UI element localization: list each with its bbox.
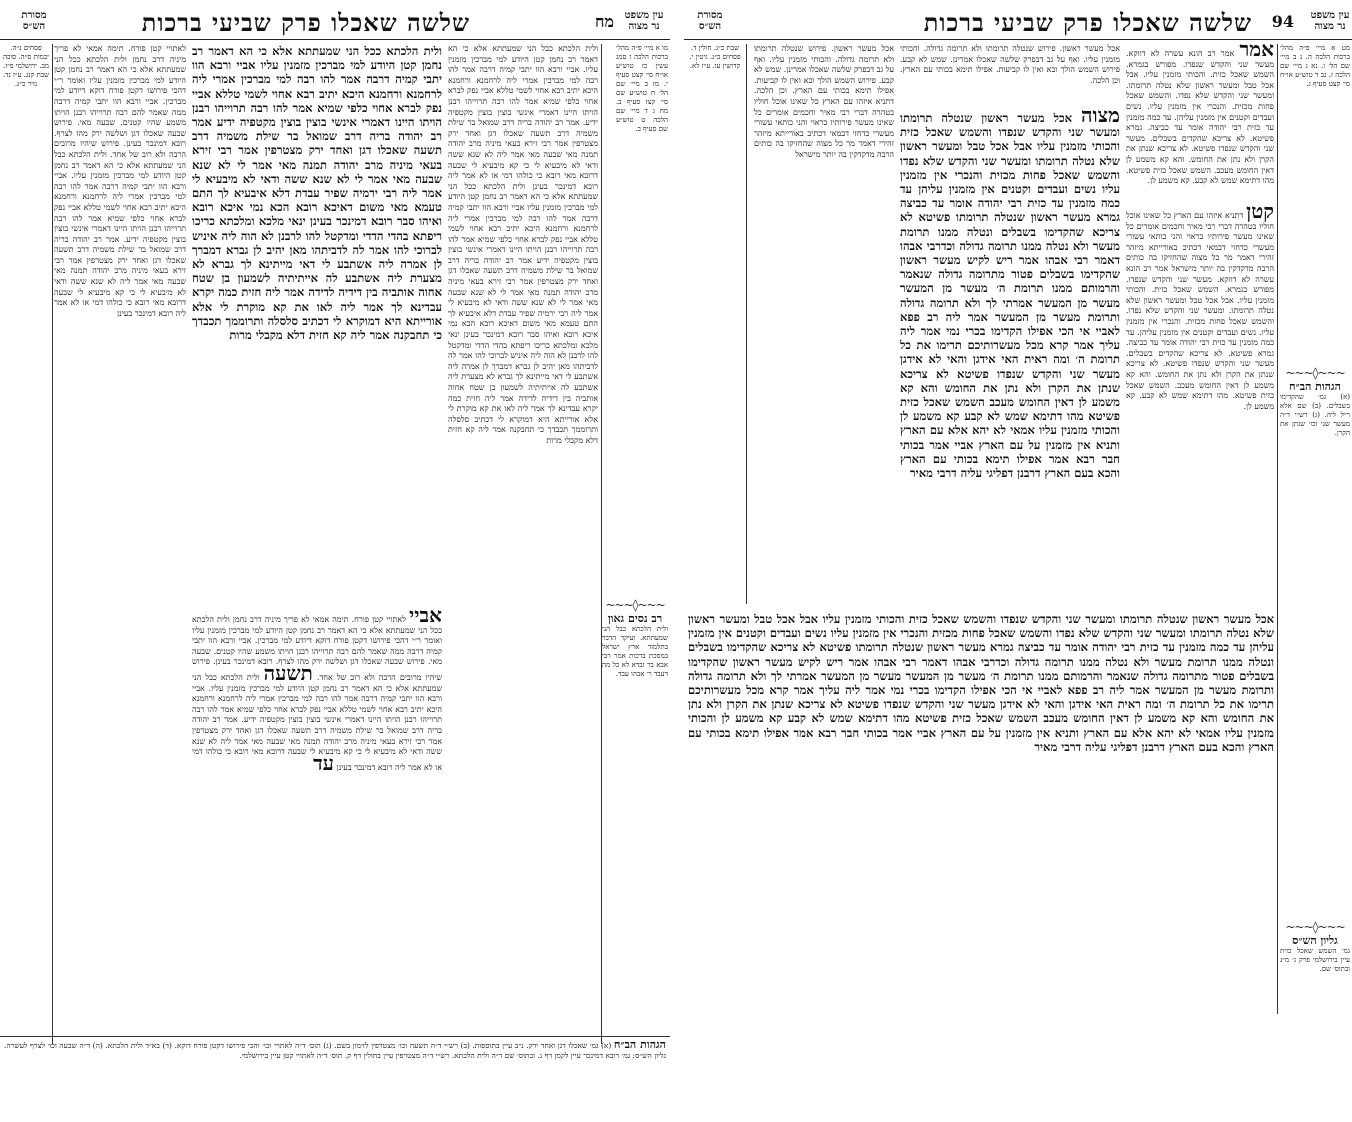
left-ein-mishpat-column <box>616 44 668 564</box>
left-dibbur-hamatchil-2: תשעה <box>263 660 313 685</box>
left-ein-mishpat-text: מו א מיי׳ פ״ה מהל׳ ברכות הלכה ז סמג עשין כז טוש״ע או״ח סי׳ קצט סעיף י. מז ב מיי׳ שם הל׳ ח טוש״ע שם סי׳ קצז סעיף ב. מח ג ד מיי׳ שם הלכה ט טוש״ע שם סעיף ב. <box>616 44 668 133</box>
right-mishna-label: מצוה <box>1081 108 1120 127</box>
right-rashi-text-lower: דתניא איזהו עם הארץ כל שאינו אוכל חוליו בטהרה דברי רבי מאיר וחכמים אומרים כל שאינו מעשר פירותיו כראוי והני כותאי עשורי מעשרי כדחזי דבמאי דכתיב באורייתא מיזהר זהירי דאמר מר כל מצוה שהחזיקו בה כותים הרבה מדקדקין בה יותר מישראל <box>1126 211 1274 273</box>
left-bottom-text: (א) גמ׳ שאכלו דגן ואחד ירק. נ״ב עיין בתוספות. (ב) רש״י ד״ה תשעה וכו׳ מצטרפין לזימון בשם. (ג) תוס׳ ד״ה לאתויי וכו׳ והכי פירושו דקטן פורח דוקא. (ד) בא״ד ולית הלכתא. (ה) ד״ה שבעה וכו׳ לצרף לעשרה. <box>4 1041 612 1050</box>
left-margin-divider-right <box>601 44 602 1044</box>
left-rav-nissim-label: רב נסים גאון <box>607 612 663 625</box>
left-mesorah-column <box>2 44 50 1034</box>
right-header-rule <box>684 39 1352 40</box>
left-bottom-label: הגהות הב״ח <box>613 1040 666 1051</box>
left-lower-commentary-text: לאתויי קטן פורח. תימה אמאי לא פריך מיניה דרב נחמן ולית הלכתא ככל הני שמעתתא אלא כי הא דאמר רב נחמן קטן היודע למי מברכין מזמנין עליו ואומר ר״י דהכי פירושו דקטן פורח דוקא דיודע למי מברכין. אביי ורבא הוו יתבי קמיה דרבה ממה שאמר להם רבה תרוייהו רבנן הויתו משמע שהיו קטנים. שבעה מאי. פירוש שבעה שאכלו דגן ושלשה ירק מהו לצרף. רובא דמינכר בעינן. פירוש שיהיו מרובים הרבה ולא רוב של אחד. <box>192 615 442 682</box>
left-tosfot-text: לאתויי קטן פורח. תימה אמאי לא פריך מיניה דרב נחמן ולית הלכתא ככל הני שמעתתא אלא כי הא דאמר רב נחמן קטן היודע למי מברכין מזמנין עליו ואומר ר״י דהכי פירושו דקטן פורח דוקא דיודע למי מברכין. אביי ורבא הוו יתבי קמיה דרבה ממה שאמר להם רבה תרוייהו רבנן הויתו משמע שהיו קטנים. שבעה מאי. פירוש שבעה שאכלו דגן ושלשה ירק מהו לצרף. רובא דמינכר בעינן. פירוש שיהיו מרובים הרבה ולא רוב של אחד. <box>54 44 186 159</box>
left-page-title: שלשה שאכלו פרק שביעי ברכות <box>141 8 470 37</box>
left-rav-nissim-box <box>602 598 668 788</box>
right-margin-divider-right <box>1277 44 1278 1014</box>
left-bottom-rule <box>0 1036 670 1037</box>
right-bold-opening: קטן <box>1246 206 1274 223</box>
left-rashi-column <box>448 44 598 1034</box>
left-tosfot-column <box>54 44 186 1034</box>
right-hagahot-box <box>1280 366 1350 786</box>
left-ein-mishpat-header: עין משפט נר מצוה <box>624 10 664 32</box>
right-tosfot-column <box>754 44 894 604</box>
right-ein-mishpat-column <box>1280 44 1350 364</box>
right-page-number: 94 <box>1271 12 1294 31</box>
left-rav-nissim-text: ולית הלכתא כבל הני שמעתתא. ועיקר הדבר בתלמוד ארץ ישראל במסכת ברכות אמר רבי אבא בר זבדא לא כל מה דעבד ר׳ אבהו עבד. <box>602 625 668 678</box>
left-rashi-text-continued: ולית הלכתא ככל הני שמעתתא אלא כי הא דאמר רב נחמן קטן היודע למי מברכין מזמנין עליו אביי ורבא הוו יתבי קמיה דרבה אמר להו רבה למי מברכין אמרי ליה לרחמנא ורחמנא היכא יתיב רבא אחוי לשמי טללא אביי נפק לברא אחוי כלפי שמיא אמר להו רבה תרוייהו רבנן הויתו היינו דאמרי אינשי בוצין בוצין מקטפיה ידיע אמר רב יהודה בריה דרב שמואל בר שילת משמיה דרב תשעה שאכלו דגן ואחד ירק מצטרפין אמר רבי זירא בעאי מיניה מרב יהודה תמנה מאי אמר לי לא שנא שבעה מאי אמר לי לא שנא ששה ודאי לא מיבעיא לי אמר ליה רבי ירמיה שפיר עבדת דלא איבעיא לך התם טעמא מאי משום דאיכא רובא הכא נמי איכא רובא ואיהו סבר רובא דמינכר בעינן ינאי מלכא ומלכתא כריכו ריפתא בהדי הדדי ומדקטל להו לרבנן לא הוה ליה איניש לברוכי להו אמר לה לדביתהו מאן יהיב לן גברא דמברך לן אמרה ליה אשתבע לי דאי מייתינא לך גברא לא מצערת ליה אשתבע לה אייתיתיה לשמעון בן שטח אחוה אותביה בין דידיה לדידה אמר ליה חזית כמה יקרא עבדינא לך אמר ליה לאו את קא מוקרת לי אלא אורייתא היא דמוקרא לי דכתיב סלסלה ותרוממך תכבדך כי תחבקנה אמר ליה קא חזית דלא מקבלי מרות <box>448 181 598 445</box>
left-bottom-glosses <box>4 1040 666 1120</box>
left-tosfot-text-continued: ולית הלכתא כבל הני שמעתתא אלא כי הא דאמר רב נחמן קטן היודע למי מברכין מזמנין עליו. אביי ורבא הוו יתבי קמיה דרבה אמר להו רבה למי מברכין אמרי ליה לרחמנא ורחמנא היכא יתיב רבא אחוי לשמי טללא אביי נפק לברא אחוי כלפי שמיא אמר להו רבה תרוייהו רבנן הויתו היינו דאמרי אינשי בוצין בוצין מקטפיה ידיע. אמר רב יהודה בריה דרב שמואל בר שילת משמיה דרב תשעה שאכלו דגן ואחד ירק מצטרפין אמר רבי זירא בעאי מיניה מרב יהודה תמנה מאי שבעה מאי אמר ליה לא שנא ששה ודאי לא מיבעיא לי כי קא מיבעיא לי שבעה דרובא מאי רובא כי כולהו דמי או לא אמר ליה רובא דמינכר בעינן <box>54 149 186 318</box>
right-margin-divider-left <box>746 44 747 604</box>
right-ornament-divider-2: ~~~◊~~~ <box>1285 920 1345 934</box>
right-ornament-divider-1: ~~~◊~~~ <box>1285 366 1345 380</box>
right-lower-gemara-text: אכל מעשר ראשון שנטלה תרומתו ומעשר שני והקדש שנפדו והשמש שאכל כזית והכותי מזמנין עליו אבל אכל טבל ומעשר ראשון שלא נטלה תרומתו ומעשר שני והקדש שלא נפדו והשמש שאכל פחות מכזית והנכרי אין מזמנין עליו נשים ועבדים וקטנים אין מזמנין עליהן עד כמה מזמנין עד כזית רבי יהודה אומר עד כביצה גמרא מעשר ראשון שנטלה תרומתו פשיטא לא צריכא שהקדימו בשבלים ונטלה ממנו תרומת מעשר ולא נטלה ממנו תרומה גדולה וכדרבי אבהו דאמר רבי אבהו אמר ריש לקיש מעשר ראשון שהקדימו בשבלים פטור מתרומה גדולה שנאמר והרמותם ממנו תרומת ה׳ מעשר מן המעשר מעשר מן המעשר אמרתי לך ולא תרומה גדולה ותרומת מעשר מן המעשר אמר ליה רב פפא לאביי אי הכי אפילו הקדימו בכרי נמי אמר ליה עליך אמר קרא מכל מעשרותיכם תרימו את כל תרומת ה׳ ומה ראית האי אידגן והאי לא אידגן מעשר שני והקדש שנפדו פשיטא לא צריכא שנתן את הקרן ולא נתן את החומש והא קא משמע לן דאין החומש מעכב השמש שאכל כזית פשיטא מהו דתימא שמש לא קבע קא משמע לן והכותי מזמנין עליו אמאי לא יהא אלא עם הארץ ותניא אין מזמנין על עם הארץ אביי אמר בכותי חבר רבא אמר אפילו תימא בכותי עם הארץ והכא בעם הארץ דרבנן דפליגי עליה דרבי מאיר <box>688 612 1274 754</box>
right-tosfot-text: אכל מעשר ראשון. פירוש שנטלה תרומתו ולא תרומה גדולה. והכותי מזמנין עליו. ואף על גב דבפרק שלשה שאכלו אמרינן. שמש לא קבע. פירוש השמש הולך ובא ואין לו קביעות. אפילו תימא בכותי עם הארץ. וכן הלכה. <box>754 44 894 96</box>
right-center-commentary-text: אכל מעשר ראשון. פירוש שנטלה תרומתו ולא תרומה גדולה. והכותי מזמנין עליו. ואף על גב דבפרק שלשה שאכלו אמרינן. שמש לא קבע. פירוש השמש הולך ובא ואין לו קביעות. אפילו תימא בכותי עם הארץ. וכן הלכה. <box>900 44 1120 85</box>
right-gemara-column <box>900 108 1120 608</box>
left-dibbur-hamatchil-1: אביי <box>409 610 442 627</box>
right-ein-mishpat-header: עין משפט נר מצוה <box>1310 10 1350 32</box>
left-gemara-column <box>192 44 442 604</box>
left-gemara-text: ולית הלכתא ככל הני שמעתתא אלא כי הא דאמר רב נחמן קטן היודע למי מברכין מזמנין עליו אביי ורבא הוו יתבי קמיה דרבה אמר להו רבה למי מברכין אמרי ליה לרחמנא ורחמנא היכא יתיב רבא אחוי לשמי טללא אביי נפק לברא אחוי כלפי שמיא אמר להו רבה תרוייהו רבנן הויתו היינו דאמרי אינשי בוצין בוצין מקטפיה ידיע אמר רב יהודה בריה דרב שמואל בר שילת משמיה דרב תשעה שאכלו דגן ואחד ירק מצטרפין אמר רבי זירא בעאי מיניה מרב יהודה תמנה מאי אמר לי לא שנא שבעה מאי אמר לי לא שנא ששה ודאי לא מיבעיא לי אמר ליה רבי ירמיה שפיר עבדת דלא איבעיא לך התם טעמא מאי משום דאיכא רובא הכא נמי איכא רובא ואיהו סבר רובא דמינכר בעינן ינאי מלכא ומלכתא כריכו ריפתא בהדי הדדי ומדקטל להו לרבנן לא הוה ליה איניש לברוכי להו אמר לה לדביתהו מאן יהיב לן גברא דמברך לן אמרה ליה אשתבע לי דאי מייתינא לך גברא לא מצערת ליה אשתבע לה אייתיתיה לשמעון בן שטח אחוה אותביה בין דידיה לדידה אמר ליה חזית כמה יקרא עבדינא לך אמר ליה לאו את קא מוקרת לי אלא אורייתא היא דמוקרא לי דכתיב סלסלה ותרוממך תכבדך כי תחבקנה אמר ליה קא חזית דלא מקבלי מרות <box>192 44 442 343</box>
left-ornament-divider: ~~~◊~~~ <box>605 598 665 612</box>
right-talmud-page <box>684 0 1352 1122</box>
right-page-title: שלשה שאכלו פרק שביעי ברכות <box>923 8 1252 37</box>
left-page-header <box>0 6 670 40</box>
left-lower-commentary <box>192 610 442 1030</box>
right-page-header <box>684 6 1352 40</box>
right-tosfot-text-2: דתניא איזהו עם הארץ כל שאינו אוכל חוליו בטהרה דברי רבי מאיר וחכמים אומרים כל שאינו מעשר פירותיו כראוי והני כותאי עשורי מעשרי כדחזי דבמאי דכתיב באורייתא מיזהר זהירי דאמר מר כל מצוה שהחזיקו בה כותים הרבה מדקדקין בה יותר מישראל <box>754 96 894 159</box>
right-mesorah-header: מסורת הש״ס <box>697 10 723 32</box>
right-rashi-text: אמר רב הונא עשרה לא דווקא. מעשר שני והקדש שנפדו. מפורש בגמרא. השמש שאכל כזית. והכותי מזמנין עליו. אבל אכל טבל ומעשר ראשון שלא נטלה תרומתו. ומעשר שני והקדש שלא נפדו. והשמש שאכל פחות מכזית. והנכרי אין מזמנין עליו. נשים ועבדים וקטנים אין מזמנין עליהן. עד כמה מזמנין עד כזית רבי יהודה אומר עד כביצה. גמרא פשיטא. לא צריכא שהקדים בשבלים. מעשר שני והקדש שנפדו פשיטא. לא צריכא שנתן את הקרן ולא נתן את החומש. והא קא משמע לן דאין החומש מעכב. השמש שאכל כזית פשיטא. מהו דתימא שמש לא קבע. קא משמע לן. <box>1126 49 1274 186</box>
right-rashi-text-lower-2: אמר רב הונא עשרה לא דווקא. מעשר שני והקדש שנפדו. מפורש בגמרא. השמש שאכל כזית. והכותי מזמנין עליו. אבל אכל טבל ומעשר ראשון שלא נטלה תרומתו. ומעשר שני והקדש שלא נפדו. והשמש שאכל פחות מכזית. והנכרי אין מזמנין עליו. נשים ועבדים וקטנים אין מזמנין עליהן. עד כמה מזמנין עד כזית רבי יהודה אומר עד כביצה. גמרא פשיטא. לא צריכא שהקדים בשבלים. מעשר שני והקדש שנפדו פשיטא. לא צריכא שנתן את הקרן ולא נתן את החומש. והא קא משמע לן דאין החומש מעכב. השמש שאכל כזית פשיטא. מהו דתימא שמש לא קבע. קא משמע לן. <box>1126 263 1274 411</box>
right-rashi-column-lower <box>1126 206 1274 606</box>
right-gemara-text: אכל מעשר ראשון שנטלה תרומתו ומעשר שני והקדש שנפדו והשמש שאכל כזית והכותי מזמנין עליו אבל אכל טבל ומעשר ראשון שלא נטלה תרומתו ומעשר שני והקדש שלא נפדו והשמש שאכל פחות מכזית והנכרי אין מזמנין עליו נשים ועבדים וקטנים אין מזמנין עליהן עד כמה מזמנין עד כזית רבי יהודה אומר עד כביצה גמרא מעשר ראשון שנטלה תרומתו פשיטא לא צריכא שהקדימו בשבלים ונטלה ממנו תרומת מעשר ולא נטלה ממנו תרומה גדולה וכדרבי אבהו דאמר רבי אבהו אמר ריש לקיש מעשר ראשון שהקדימו בשבלים פטור מתרומה גדולה שנאמר והרמותם ממנו תרומת ה׳ מעשר מן המעשר מעשר מן המעשר אמרתי לך ולא תרומה גדולה ותרומת מעשר מן המעשר אמר ליה רב פפא לאביי אי הכי אפילו הקדימו בכרי נמי אמר ליה עליך אמר קרא מכל מעשרותיכם תרימו את כל תרומת ה׳ ומה ראית האי אידגן והאי לא אידגן מעשר שני והקדש שנפדו פשיטא לא צריכא שנתן את הקרן ולא נתן את החומש והא קא משמע לן דאין החומש מעכב השמש שאכל כזית פשיטא מהו דתימא שמש לא קבע קא משמע לן והכותי מזמנין עליו אמאי לא יהא אלא עם הארץ ותניא אין מזמנין על עם הארץ אביי אמר בכותי חבר רבא אמר אפילו תימא בכותי עם הארץ והכא בעם הארץ דרבנן דפליגי עליה דרבי מאיר <box>900 111 1120 481</box>
right-opening-word: אמר <box>1239 44 1274 61</box>
left-folio-number: מח <box>595 12 614 31</box>
left-bottom-text-2: גליון הש״ס: גמ׳ רובא דמינכר עיין לקמן דף נ. ובתוס׳ שם ד״ה ולית הלכתא. רש״י ד״ה מצטרפין עיין בחולין דף ק. תוס׳ ד״ה לאתויי קטן עיין בירושלמי. <box>239 1050 666 1060</box>
right-hagahot-text: (א) גמ׳ שהקדימו בשבלים. (ב) שם אלא ר״ל ליה. (ג) רש״י ד״ה מעשר שני וכו׳ שנתן את הקרן. <box>1280 393 1350 437</box>
right-center-commentary <box>900 44 1120 104</box>
right-gilyon-label: גליון הש״ס <box>1292 934 1338 947</box>
left-mesorah-text: פסחים נ״ה. יבמות ס״ה. סוכה מב. ירושלמי פ״ז. שבת קנג. ע״ז נד. נזיר כ״ג. <box>2 44 50 88</box>
right-ein-mishpat-text: מט א מיי׳ פ״ה מהל׳ ברכות הלכה ה. נ ב מיי׳ שם הל׳ ו. נא ג מיי׳ שם הלכה ז. נב ד טוש״ע או״ח סי׳ קצט סעיף ג. <box>1280 44 1350 88</box>
left-header-rule <box>0 39 670 40</box>
left-margin-divider-left <box>52 44 53 1044</box>
right-mesorah-text: שבת כ״ג. חולין ד. פסחים כ״ג. גיטין י. קדושין עו. ע״ז לא. <box>689 44 741 70</box>
right-hagahot-label: הגהות הב״ח <box>1289 380 1341 393</box>
right-gilyon-box <box>1280 920 1350 1040</box>
page-gutter <box>670 0 684 1122</box>
left-mesorah-header: מסורת הש״ס <box>21 10 47 32</box>
right-rashi-column <box>1126 44 1274 204</box>
left-talmud-page <box>0 0 670 1122</box>
right-gilyon-text: גמ׳ השמש שאכל כזית עיין בירושלמי פרק ג׳ מ״ג ובתוס׳ שם. <box>1280 947 1350 973</box>
left-dibbur-hamatchil-3: עד <box>313 750 334 775</box>
right-lower-gemara <box>688 612 1274 1012</box>
right-mesorah-column <box>686 44 744 604</box>
left-rashi-text: ולית הלכתא כבל הני שמעתתא אלא כי הא דאמר רב נחמן קטן היודע למי מברכין מזמנין עליו. אביי ורבא הוו יתבי קמיה דרבה אמר להו רבה למי מברכין אמרי ליה לרחמנא ורחמנא היכא יתיב רבא אחוי לשמי טללא אביי נפק לברא אחוי כלפי שמיא אמר להו רבה תרוייהו רבנן הויתו היינו דאמרי אינשי בוצין בוצין מקטפיה ידיע. אמר רב יהודה בריה דרב שמואל בר שילת משמיה דרב תשעה שאכלו דגן ואחד ירק מצטרפין אמר רבי זירא בעאי מיניה מרב יהודה תמנה מאי שבעה מאי אמר ליה לא שנא ששה ודאי לא מיבעיא לי כי קא מיבעיא לי שבעה דרובא מאי רובא כי כולהו דמי או לא אמר ליה רובא דמינכר בעינן <box>448 44 598 191</box>
left-lower-commentary-text-2: ולית הלכתא כבל הני שמעתתא אלא כי הא דאמר רב נחמן קטן היודע למי מברכין מזמנין עליו. אביי ורבא הוו יתבי קמיה דרבה אמר להו רבה למי מברכין אמרי ליה לרחמנא ורחמנא היכא יתיב רבא אחוי לשמי טללא אביי נפק לברא אחוי כלפי שמיא אמר להו רבה תרוייהו רבנן הויתו היינו דאמרי אינשי בוצין בוצין מקטפיה ידיע. אמר רב יהודה בריה דרב שמואל בר שילת משמיה דרב תשעה שאכלו דגן ואחד ירק מצטרפין אמר רבי זירא בעאי מיניה מרב יהודה תמנה מאי שבעה מאי אמר ליה לא שנא ששה ודאי לא מיבעיא לי כי קא מיבעיא לי שבעה דרובא מאי רובא כי כולהו דמי או לא אמר ליה רובא דמינכר בעינן <box>192 672 442 772</box>
